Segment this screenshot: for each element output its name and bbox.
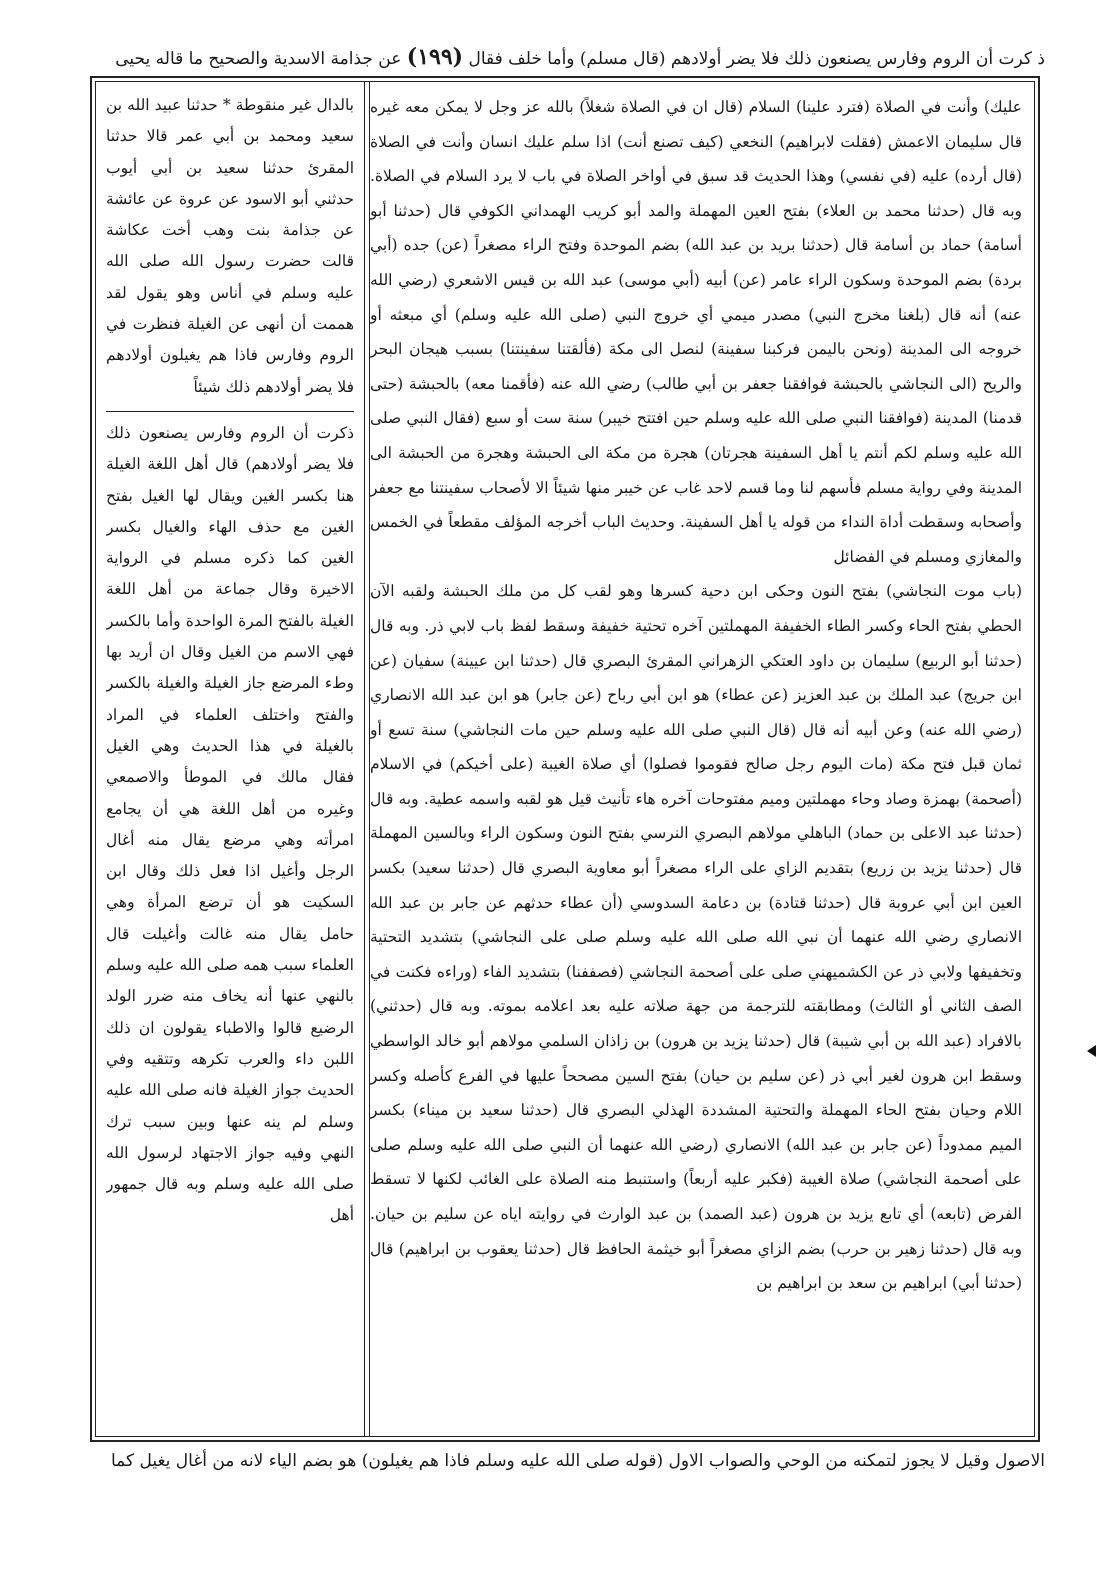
main-paragraph-1: عليك) وأنت في الصلاة (فترد علينا) السلام (قال ان في الصلاة شغلاً) بالله عز وجل لا يمكن معه غيره قال سليمان الاعمش (فقلت لابراهيم) النخعي (كيف تصنع أنت) اذا سلم عليك انسان وأنت في الصلاة (قال أرده) عليه (في نفسي) وهذا الحديث قد سبق في أواخر الصلاة في باب لا يرد السلام في الصلاة. وبه قال (حدثنا محمد بن العلاء) بفتح العين المهملة والمد أبو كريب الهمداني الكوفي قال (حدثنا أبو أسامة) حماد بن أسامة قال (حدثنا بريد بن عبد الله) بضم الموحدة وفتح الراء مصغراً (عن) جده (أبي بردة) بضم الموحدة وسكون الراء عامر (عن) أبيه (أبي موسى) عبد الله بن قيس الاشعري (رضي الله عنه) أنه قال (بلغنا مخرج النبي) مصدر ميمي أي خروج النبي (صلى الله عليه وسلم) أي مبعثه أو خروجه الى المدينة (ونحن باليمن فركبنا سفينة) لنصل الى مكة (فألقتنا سفينتنا) بسبب هيجان البحر والريح (الى النجاشي بالحبشة فوافقنا جعفر بن أبي طالب) رضي الله عنه (فأقمنا معه) بالحبشة (حتى قدمنا) المدينة (فوافقنا النبي صلى الله عليه وسلم حين افتتح خيبر) سنة ست أو سبع (فقال النبي صلى الله عليه وسلم لكم أنتم يا أهل السفينة هجرتان) هجرة من مكة الى الحبشة وهجرة من الحبشة الى المدينة وفي رواية مسلم فأسهم لنا وما قسم لاحد غاب عن خيبر منها شيئاً الا لأصحاب سفينتنا مع جعفر وأصحابه وسقطت أداة النداء من قوله يا أهل السفينة. وحديث الباب أخرجه المؤلف مقطعاً في الخمس والمغازي ومسلم في الفضائل <box>370 98 1022 566</box>
main-commentary-column <box>370 90 1022 1428</box>
footer-continuation: الاصول وقيل لا يجوز لتمكنه من الوحي والصواب الاول (قوله صلى الله عليه وسلم فاذا هم يغيلون) هو بضم الياء لانه من أغال يغيل كما <box>110 1451 1045 1471</box>
margin-hadith-text: بالدال غير منقوطة * حدثنا عبيد الله بن سعيد ومحمد بن أبي عمر قالا حدثنا المقرئ حدثنا سعيد بن أبي أيوب حدثني أبو الاسود عن عروة عن عائشة عن جذامة بنت وهب أخت عكاشة قالت حضرت رسول الله صلى الله عليه وسلم في أناس وهو يقول لقد هممت أن أنهى عن الغيلة فنظرت في الروم وفارس فاذا هم يغيلون أولادهم فلا يضر أولادهم ذلك شيئاً <box>106 96 354 396</box>
page-frame <box>90 76 1040 1442</box>
page-edge-marker-icon <box>1087 1045 1096 1057</box>
margin-commentary-text: ذكرت أن الروم وفارس يصنعون ذلك فلا يضر أولادهم) قال أهل اللغة الغيلة هنا بكسر الغين ويقال لها الغيل بفتح الغين مع حذف الهاء والغيال بكسر الغين كما ذكره مسلم في الرواية الاخيرة وقال جماعة من أهل اللغة الغيلة بالفتح المرة الواحدة وأما بالكسر فهي الاسم من الغيل وقال ان أريد بها وطء المرضع جاز الغيلة والغيلة بالكسر والفتح واختلف العلماء في المراد بالغيلة في هذا الحديث وهي الغيل فقال مالك في الموطأ والاصمعي وغيره من أهل اللغة هي أن يجامع امرأته وهي مرضع يقال منه أغال الرجل وأغيل اذا فعل ذلك وقال ابن السكيت هو أن ترضع المرأة وهي حامل يقال منه غالت وأغيلت قال العلماء سبب همه صلى الله عليه وسلم بالنهي عنها أنه يخاف منه ضرر الولد الرضيع قالوا والاطباء يقولون ان ذلك اللبن داء والعرب تكرهه وتتقيه وفي الحديث جواز الغيلة فانه صلى الله عليه وسلم لم ينه عنها وبين سبب ترك النهي وفيه جواز الاجتهاد لرسول الله صلى الله عليه وسلم وبه قال جمهور أهل <box>106 423 354 1225</box>
page-number: (١٩٩) <box>406 44 464 70</box>
main-paragraph-2: (باب موت النجاشي) بفتح النون وحكى ابن دحية كسرها وهو لقب كل من ملك الحبشة ولقبه الآن الحطي بفتح الحاء وكسر الطاء الخفيفة المهملتين آخره تحتية خفيفة وسقط لفظ باب لابي ذر. وبه قال (حدثنا أبو الربيع) سليمان بن داود العتكي الزهراني المقرئ البصري قال (حدثنا ابن عيينة) سفيان (عن ابن جريج) عبد الملك بن عبد العزيز (عن عطاء) هو ابن أبي رباح (عن جابر) هو ابن عبد الله الانصاري (رضي الله عنه) وعن أبيه أنه قال (قال النبي صلى الله عليه وسلم حين مات النجاشي) سنة تسع أو ثمان قبل فتح مكة (مات اليوم رجل صالح فقوموا فصلوا) أي صلاة الغيبة (على أخيكم) في الاسلام (أصحمة) بهمزة وصاد وحاء مهملتين وميم مفتوحات آخره هاء تأنيث قيل هو لقبه واسمه عطية. وبه قال (حدثنا عبد الاعلى بن حماد) الباهلي مولاهم البصري النرسي بفتح النون وسكون الراء وبالسين المهملة قال (حدثنا يزيد بن زريع) بتقديم الزاي على الراء مصغراً أبو معاوية البصري قال (حدثنا سعيد) بكسر العين ابن أبي عروبة قال (حدثنا قتادة) بن دعامة السدوسي (أن عطاء حدثهم عن جابر بن عبد الله الانصاري رضي الله عنهما أن نبي الله صلى الله عليه وسلم صلى على النجاشي) بتشديد التحتية وتخفيفها ولابي ذر عن الكشميهني صلى على أصحمة النجاشي (فصففنا) بتشديد الفاء (وراءه فكنت في الصف الثاني أو الثالث) ومطابقته للترجمة من جهة صلاته عليه بعد اعلامه بموته. وبه قال (حدثني) بالافراد (عبد الله بن أبي شيبة) قال (حدثنا يزيد بن هرون) بن زاذان السلمي مولاهم أبو خالد الواسطي وسقط ابن هرون لغير أبي ذر (عن سليم بن حيان) بفتح السين مصححاً عليها في الفرع كأصله وكسر اللام وحيان بفتح الحاء المهملة والتحتية المشددة الهذلي البصري قال (حدثنا سعيد بن ميناء) بكسر الميم ممدوداً (عن جابر بن عبد الله) الانصاري (رضي الله عنهما أن النبي صلى الله عليه وسلم صلى على أصحمة النجاشي) صلاة الغيبة (فكبر عليه أربعاً) واستنبط منه الصلاة على الغائب لكنها لا تسقط الفرض (تابعه) أي تابع يزيد بن هرون (عبد الصمد) بن عبد الوارث في روايته اياه عن سليم بن حيان. وبه قال (حدثنا زهير بن حرب) بضم الزاي مصغراً أبو خيثمة الحافظ قال (حدثنا يعقوب بن ابراهيم) قال (حدثنا أبي) ابراهيم بن سعد بن ابراهيم بن <box>370 582 1022 1293</box>
margin-column <box>106 90 354 1428</box>
column-divider <box>364 82 370 1436</box>
inner-frame <box>95 81 1035 1437</box>
header-text-before: ذ كرت أن الروم وفارس يصنعون ذلك فلا يضر أولادهم (قال مسلم) وأما خلف فقال <box>463 49 1045 69</box>
running-header <box>90 40 1045 74</box>
margin-divider <box>106 411 354 412</box>
header-text-after: عن جذامة الاسدية والصحيح ما قاله يحيى <box>115 49 407 69</box>
